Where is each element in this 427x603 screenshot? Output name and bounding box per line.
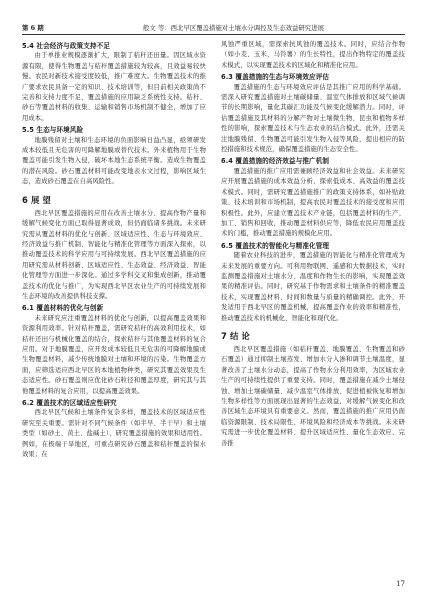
issue-number: 第 6 期 bbox=[22, 24, 44, 32]
section-6-2-heading: 6.2 覆盖技术的区域适应性研究 bbox=[22, 399, 117, 407]
page-number: 17 bbox=[396, 580, 405, 588]
section-5-5-heading: 5.5 生态与环境风险 bbox=[22, 126, 84, 135]
section-6-5-paragraph: 随着农业科技的进步，覆盖措施的智能化与精准化管理成为未来发展的重要方向。可利用物联网、遥感和大数据技术，实时监测覆盖措施对土壤水分、温度和作物生长的影响，实现覆盖效果的精准评估。同时，研究基于作物需求和土壤条件的精准覆盖技术，实现覆盖材料、时间和数量与质量的精确调控。此外，开发适用于西北早区的覆盖机械，提高覆盖作业的效率和精准性，推动覆盖技术的机械化、智能化和现代化。 bbox=[221, 252, 405, 322]
section-6-4-heading: 6.4 覆盖措施的经济效益与推广机制 bbox=[221, 157, 330, 166]
section-6-3-paragraph: 覆盖措施的生态与环境效应评估是其推广应用的科学基础。需深入研究覆盖措施对土壤碳储量、温室气体排放和区域气候调节的长期影响，量化其碳汇功能及气候变化缓解潜力。同时，评估覆盖措施及其材料的分解产物对土壤微生物、昆虫和植物多样性的影响，探索覆盖技术与生态农业的结合模式。此外，还需关注地膜残留、生物覆盖可能引发生物入侵等风险，提出相应的防控措施和技术规范，确保覆盖措施的生态安全性。 bbox=[221, 83, 405, 154]
left-column bbox=[22, 40, 206, 460]
section-6-3-heading: 6.3 覆盖措施的生态与环境效应评估 bbox=[221, 73, 330, 82]
right-column bbox=[221, 40, 405, 449]
section-5-4-heading: 5.4 社会经济与政策支持不足 bbox=[22, 42, 111, 50]
section-6-1-paragraph: 未来研究应注重覆盖材料的优化与创新，以提高覆盖效果和资源利用效率。针对秸秆覆盖，需研究秸秆的高效利用技术，如秸秆还田与机械化覆盖的结合，探索秸秆与其他覆盖材料的复合应用。对于地膜覆盖，应开发成本较低且无危害的可降解地膜或生物覆盖材料，减少传统地膜对土壤和环境的污染。生物覆盖方面，应筛选适应西北早区的本地植物种类，研究其覆盖效果及生态适应性。砂石覆盖则应优化砂石粒径和覆盖厚度，研究其与其他覆盖材料的复合应用，以提高覆盖效果。 bbox=[22, 314, 206, 395]
section-7-heading: 7 结 论 bbox=[221, 330, 250, 341]
section-6-paragraph: 西北早区覆盖措施的应用在改善土壤水分、提高作物产量和缓解气候变化方面已取得显著成效，但仍面临诸多挑战。未来研究需从覆盖材料的优化与创新、区域适应性、生态与环境效应、经济效益与推广机制、智能化与精准化管理等方面深入探索，以推动覆盖技术的科学应用与可持续发展。西北早区覆盖措施的应用研究需从材料创新、区域适应性、生态效益、经济效益、智能化管理等方面进一步深化。通过多学科交叉和集成创新，推动覆盖技术的优化与推广，为实现西北早区农业生产的可持续发展和生态环境的改善提供科技支撑。 bbox=[22, 209, 206, 300]
section-6-1-heading: 6.1 覆盖材料的优化与创新 bbox=[22, 304, 104, 313]
section-5-5-paragraph: 地膜残留对土壤和生态环境的负面影响日益凸显，亟须研发成本较低且无危害的可降解地膜或替代技术。外来植物用于生物覆盖可能引发生物入侵，破坏本地生态系统平衡。造成生物覆盖的潜在风险。砂石覆盖材料可能改变地表水文过程，影响区域生态，造成砂石覆盖在自高风险性。 bbox=[22, 136, 206, 186]
continued-paragraph: 风蚀严重区域，需探索抗风蚀的覆盖技术。同时，应结合作物（如小麦、玉米、马铃薯）的生长特性，提出作物特定的覆盖技术模式，以实现覆盖技术的区域化和精准化应用。 bbox=[221, 41, 405, 69]
section-6-5-heading: 6.5 覆盖技术的智能化与精准化管理 bbox=[221, 241, 330, 250]
section-6-2-paragraph: 西北早区气候和土壤条件复杂多样，覆盖技术的区域适应性研究至关重要。需针对不同气候条件（如半早、半干早）和土壤类型（如砂土、黄土、盐碱土），研究覆盖措施的效果和适用性。例如，在极端干旱地区，可重点研究砂石覆盖和秸秆覆盖的保水效果；在 bbox=[22, 409, 206, 459]
section-7-paragraph: 西北早区覆盖措施（如秸秆覆盖、地膜覆盖、生物覆盖和砂石覆盖）通过抑制土壤蒸发、增加水分入渗和调节土壤温度，显著改善了土壤水分动态，提高了作物水分利用效率，为区域农业生产的可持续性提供了重要支持。同时，覆盖措施在减少土壤侵蚀、增加土壤碳储量、减少温室气体排放、促进植被恢复和增加生物多样性等方面展现出显著的生态效益，对缓解气候变化和改善区域生态环境具有重要意义。然而，覆盖措施的推广应用仍面临资源限制、技术局限性、环境风险和经济成本等挑战。未来研究需进一步优化覆盖材料、提升区域适应性、量化生态效应、完善推 bbox=[221, 345, 405, 447]
running-title: 般文 等：西北早区覆盖措施对土壤水分调控及生态效益研究进展 bbox=[143, 24, 324, 32]
section-5-4-paragraph: 由于单推业规模逐渐扩大，限制了秸秆还田量。因区域水资源有限，使得生物覆盖与秸秆覆盖措施较为较高，且效益易较快慢。农民对新技术接受度较低，推广难度大。生物覆盖技术的推广要求农民具备一定的知识、技术培训等，但目前相关政策尚不完善和支持力度不足，覆盖措施的应用缺乏系统性支持。秸秆、砂石等覆盖材料的收集、运输和销售市场机制不健全，增加了应用成本。 bbox=[22, 52, 206, 122]
running-header bbox=[22, 18, 405, 35]
section-6-heading: 6 展 望 bbox=[22, 194, 51, 205]
section-6-4-paragraph: 覆盖措施的推广应用需兼顾经济效益和社会效益。未来研究应开展覆盖措施的成本效益分析，探索低成本、高效益的覆盖技术模式。同时，需研究覆盖措施推广的政策支持体系，如补贴政策、技术培训和市场机制，提高农民对覆盖技术的接受度和应用积极性。此外，应建立覆盖技术产业链，包括覆盖材料的生产、加工、销售和回收，推动覆盖材料供应等，降低农民应用覆盖技术的门槛，推动覆盖措施的规模化应用。 bbox=[221, 167, 405, 238]
